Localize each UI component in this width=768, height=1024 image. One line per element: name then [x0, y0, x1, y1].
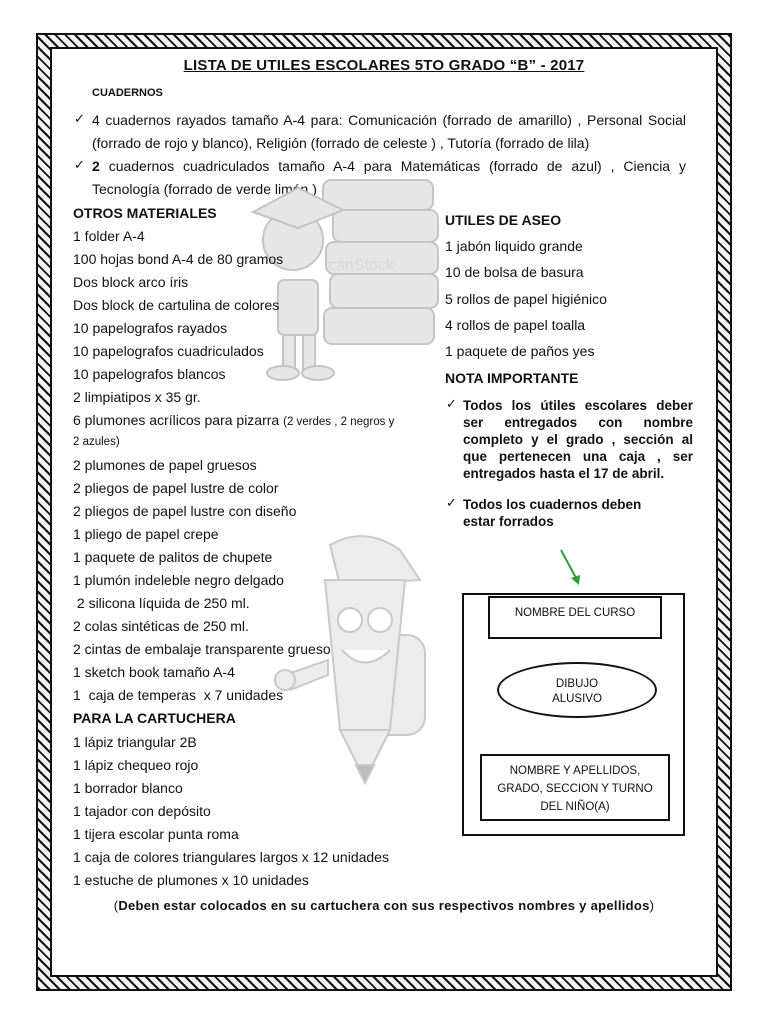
footer-note: (Deben estar colocados en su cartuchera con sus respectivos nombres y apellidos): [113, 898, 655, 913]
list-item: 2 cintas de embalaje transparente grueso: [73, 641, 331, 657]
page-title: LISTA DE UTILES ESCOLARES 5TO GRADO “B” - 2017: [183, 57, 585, 74]
list-item: 10 papelografos rayados: [73, 320, 228, 336]
course-name-box: NOMBRE DEL CURSO: [488, 596, 662, 639]
list-item: 2 silicona líquida de 250 ml.: [73, 595, 250, 611]
list-item: 100 hojas bond A-4 de 80 gramos: [73, 251, 284, 267]
pencil-character-illustration: [270, 525, 440, 790]
cuadernos-item-1: 4 cuadernos rayados tamaño A-4 para: Comunicación (forrado de amarillo) , Personal Social (forrado de rojo y blanco), Religión (forrado de celeste ) , Tutoría (forrado de lila): [92, 112, 686, 151]
list-item: 6 plumones acrílicos para pizarra (2 verdes , 2 negros y: [73, 412, 395, 428]
nota-item-2: Todos los cuadernos deben estar forrados: [463, 497, 642, 529]
list-item: 4 rollos de papel toalla: [445, 317, 586, 333]
list-item: 1 estuche de plumones x 10 unidades: [73, 872, 309, 888]
drawing-oval: DIBUJO ALUSIVO: [497, 662, 657, 718]
check-icon: ✓: [74, 111, 85, 126]
list-item: 1 caja de colores triangulares largos x 12 unidades: [73, 849, 389, 865]
svg-text:canStock: canStock: [328, 257, 394, 274]
list-item: 1 folder A-4: [73, 228, 145, 244]
list-item: 1 paquete de paños yes: [445, 343, 595, 359]
list-item: 10 papelografos cuadriculados: [73, 343, 264, 359]
check-icon: ✓: [446, 495, 457, 510]
student-name-box: NOMBRE Y APELLIDOS, GRADO, SECCION Y TURNO DEL NIÑO(A): [480, 754, 670, 821]
arrow-down-icon: [558, 548, 584, 586]
list-item: 2 plumones de papel gruesos: [73, 457, 257, 473]
list-item: 2 limpiatipos x 35 gr.: [73, 389, 201, 405]
list-item: 5 rollos de papel higiénico: [445, 291, 607, 307]
list-item: 2 pliegos de papel lustre con diseño: [73, 503, 297, 519]
nota-item-1: Todos los útiles escolares deber ser entregados con nombre completo y el grado , sección al que pertenecen una caja , ser entregados hasta el 17 de abril.: [463, 398, 693, 481]
cuadernos-heading: CUADERNOS: [92, 87, 163, 99]
list-item: Dos block de cartulina de colores: [73, 297, 280, 313]
list-item: 1 caja de temperas x 7 unidades: [73, 687, 284, 703]
list-item: 1 lápiz triangular 2B: [73, 734, 197, 750]
list-item: Dos block arco íris: [73, 274, 189, 290]
list-item: 1 tajador con depósito: [73, 803, 211, 819]
otros-materiales-heading: OTROS MATERIALES: [73, 205, 217, 221]
check-icon: ✓: [74, 157, 85, 172]
list-item: 1 paquete de palitos de chupete: [73, 549, 273, 565]
list-item: 1 pliego de papel crepe: [73, 526, 219, 542]
nota-heading: NOTA IMPORTANTE: [445, 370, 579, 386]
list-item: 1 sketch book tamaño A-4: [73, 664, 235, 680]
cartuchera-heading: PARA LA CARTUCHERA: [73, 710, 236, 726]
list-item: 1 borrador blanco: [73, 780, 183, 796]
list-item: 1 tijera escolar punta roma: [73, 826, 239, 842]
list-item: 2 colas sintéticas de 250 ml.: [73, 618, 249, 634]
cuadernos-item-2: 2 cuadernos cuadriculados tamaño A-4 para Matemáticas (forrado de azul) , Ciencia y Tecnología (forrado de verde limón ): [92, 158, 686, 197]
list-item: 10 papelografos blancos: [73, 366, 226, 382]
list-item: 1 plumón indeleble negro delgado: [73, 572, 284, 588]
list-item: 10 de bolsa de basura: [445, 264, 584, 280]
list-item: 2 pliegos de papel lustre de color: [73, 480, 279, 496]
list-item: 1 lápiz chequeo rojo: [73, 757, 199, 773]
student-books-illustration: [238, 170, 448, 385]
list-item: 1 jabón liquido grande: [445, 238, 583, 254]
list-item-continuation: 2 azules): [73, 436, 120, 448]
aseo-heading: UTILES DE ASEO: [445, 212, 562, 228]
check-icon: ✓: [446, 396, 457, 411]
